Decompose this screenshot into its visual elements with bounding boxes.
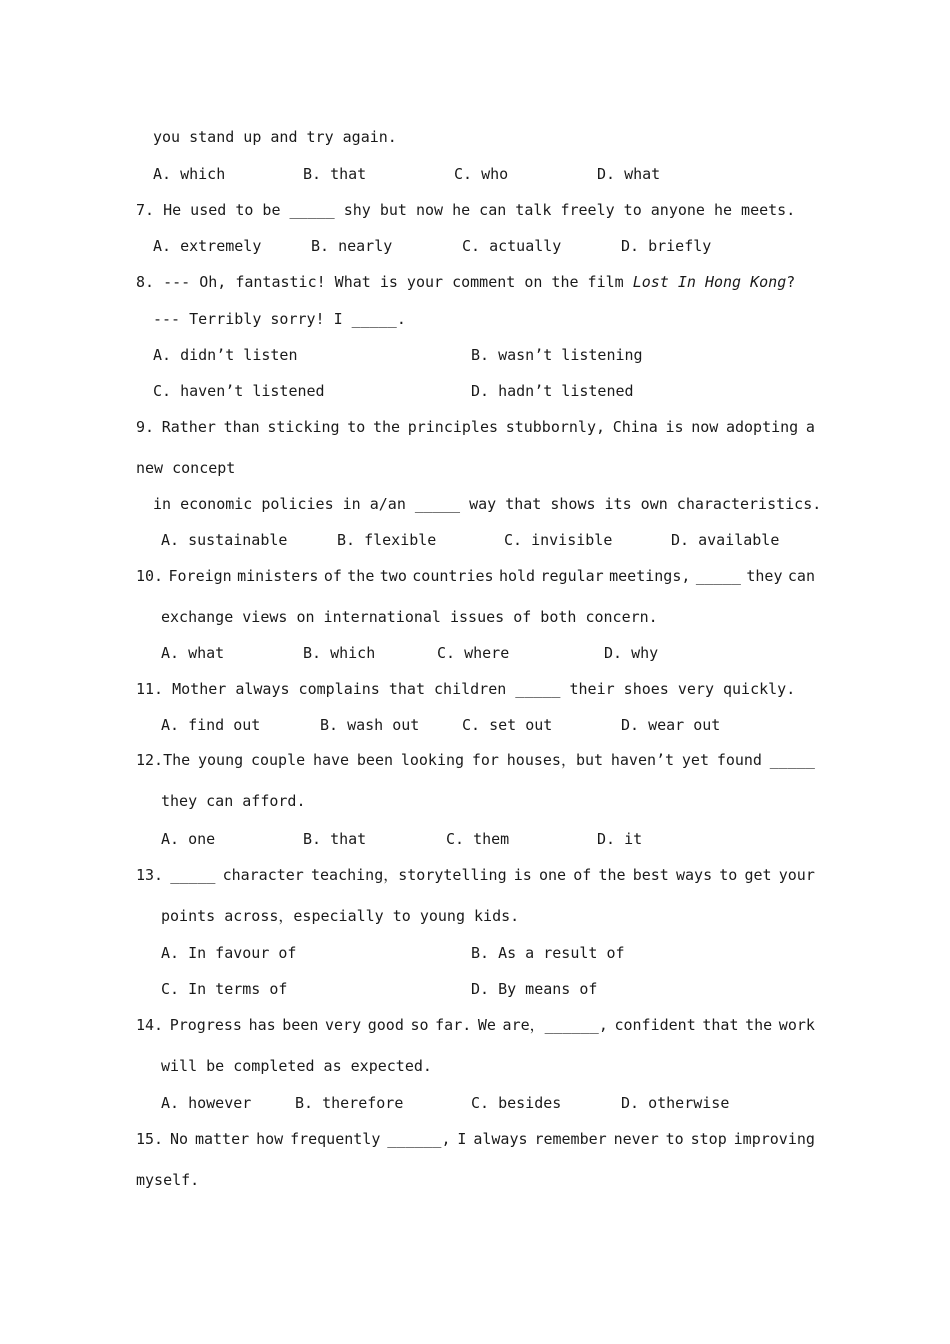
q15-word: stop xyxy=(690,1130,727,1148)
q14-stem-line2: will be completed as expected. xyxy=(161,1057,432,1075)
q13-word: teaching，storytelling xyxy=(311,866,507,884)
q12-word: found xyxy=(716,751,762,769)
q14-word: been xyxy=(282,1016,319,1034)
q15-stem-line1 xyxy=(136,1129,815,1149)
q15-stem-line2: myself. xyxy=(136,1171,200,1189)
q10-word: ministers xyxy=(237,567,319,585)
q6-continuation: you stand up and try again. xyxy=(153,128,397,146)
q10-word: regular xyxy=(540,567,604,585)
q12-option-b: B. that xyxy=(303,830,367,848)
q12-word: houses，but xyxy=(506,751,604,769)
q10-word: 10. xyxy=(136,567,164,585)
q10-word: hold xyxy=(498,567,536,585)
q8-stem-line1 xyxy=(136,272,795,292)
q14-option-c: C. besides xyxy=(471,1094,562,1112)
q9-word: adopting xyxy=(725,418,799,436)
q12-stem-line1 xyxy=(136,750,815,770)
q11-option-b: B. wash out xyxy=(320,716,420,734)
q14-word: has xyxy=(248,1016,276,1034)
q10-word: meetings, xyxy=(609,567,691,585)
q10-word: countries xyxy=(412,567,494,585)
q10-stem-line2: exchange views on international issues of both concern. xyxy=(161,608,658,626)
q11-option-d: D. wear out xyxy=(621,716,721,734)
q10-word: of xyxy=(323,567,342,585)
q14-option-b: B. therefore xyxy=(295,1094,404,1112)
q7-stem: 7. He used to be _____ shy but now he can talk freely to anyone he meets. xyxy=(136,201,796,219)
q15-word: matter xyxy=(194,1130,250,1148)
q13-word: is xyxy=(513,866,532,884)
q10-option-c: C. where xyxy=(437,644,510,662)
q9-word: to xyxy=(347,418,366,436)
q13-word: your xyxy=(778,866,815,884)
q7-option-d: D. briefly xyxy=(621,237,712,255)
q9-option-a: A. sustainable xyxy=(161,531,288,549)
q8-option-c: C. haven’t listened xyxy=(153,382,325,400)
q8-option-d: D. hadn’t listened xyxy=(471,382,634,400)
q10-word: _____ xyxy=(695,567,741,585)
q12-option-c: C. them xyxy=(446,830,510,848)
q13-word: the xyxy=(598,866,626,884)
q9-stem-line1 xyxy=(136,417,815,437)
q9-word: principles xyxy=(407,418,499,436)
q15-word: ______, xyxy=(387,1130,451,1148)
q14-word: We xyxy=(477,1016,496,1034)
q8-stem-prefix: 8. --- Oh, fantastic! What is your comment on the film xyxy=(136,273,633,291)
q12-word: been xyxy=(356,751,394,769)
q10-stem-line1 xyxy=(136,566,815,586)
q9-option-d: D. available xyxy=(671,531,780,549)
q13-word: best xyxy=(632,866,669,884)
q11-stem: 11. Mother always complains that children _____ their shoes very quickly. xyxy=(136,680,796,698)
q15-word: always xyxy=(473,1130,528,1148)
q8-option-b: B. wasn’t listening xyxy=(471,346,643,364)
q9-stem-line3: in economic policies in a/an _____ way that shows its own characteristics. xyxy=(153,495,822,513)
q12-stem-line2: they can afford. xyxy=(161,792,306,810)
q14-word: work xyxy=(778,1016,815,1034)
q9-word: Rather xyxy=(161,418,216,436)
q9-word: the xyxy=(372,418,401,436)
q13-word: to xyxy=(719,866,738,884)
q10-word: two xyxy=(379,567,407,585)
q10-word: the xyxy=(347,567,375,585)
q10-word: they xyxy=(746,567,783,585)
q9-option-b: B. flexible xyxy=(337,531,437,549)
q9-word: a xyxy=(805,418,815,436)
q9-word: is xyxy=(665,418,684,436)
q15-word: frequently xyxy=(290,1130,381,1148)
q6-option-c: C. who xyxy=(454,165,509,183)
q13-word: of xyxy=(573,866,592,884)
q13-stem-line2: points across，especially to young kids. xyxy=(161,907,520,925)
q12-option-a: A. one xyxy=(161,830,216,848)
q14-option-a: A. however xyxy=(161,1094,252,1112)
q15-word: remember xyxy=(534,1130,607,1148)
q13-word: one xyxy=(539,866,567,884)
q12-option-d: D. it xyxy=(597,830,643,848)
q9-option-c: C. invisible xyxy=(504,531,613,549)
q8-stem-line2: --- Terribly sorry! I _____. xyxy=(153,310,406,328)
q10-option-d: D. why xyxy=(604,644,659,662)
q13-option-c: C. In terms of xyxy=(161,980,288,998)
q15-word: how xyxy=(256,1130,284,1148)
q6-option-a: A. which xyxy=(153,165,226,183)
q9-stem-line2: new concept xyxy=(136,459,236,477)
q9-word: sticking xyxy=(267,418,340,436)
q9-word: stubbornly, xyxy=(505,418,606,436)
q13-word: ways xyxy=(676,866,713,884)
q12-word: 12.The xyxy=(136,751,191,769)
q8-stem-suffix: ? xyxy=(786,273,796,291)
q15-word: to xyxy=(665,1130,684,1148)
q14-word: good xyxy=(367,1016,404,1034)
q12-word: have xyxy=(312,751,350,769)
q8-option-a: A. didn’t listen xyxy=(153,346,298,364)
q14-word: are，______, xyxy=(502,1016,608,1034)
q12-word: for xyxy=(471,751,499,769)
q14-word: very xyxy=(325,1016,362,1034)
q11-option-c: C. set out xyxy=(462,716,553,734)
q12-word: haven’t xyxy=(610,751,675,769)
q10-option-b: B. which xyxy=(303,644,376,662)
q13-word: character xyxy=(222,866,304,884)
q14-word: so xyxy=(410,1016,429,1034)
q15-word: improving xyxy=(733,1130,815,1148)
q14-word: Progress xyxy=(169,1016,242,1034)
q12-word: yet xyxy=(681,751,709,769)
q14-word: the xyxy=(745,1016,773,1034)
q14-option-d: D. otherwise xyxy=(621,1094,730,1112)
q9-word: China xyxy=(612,418,658,436)
q10-word: Foreign xyxy=(168,567,232,585)
q8-film-title: Lost In Hong Kong xyxy=(632,273,787,291)
q13-word: _____ xyxy=(170,866,216,884)
q12-word: young xyxy=(198,751,244,769)
q12-word: _____ xyxy=(769,751,815,769)
q15-word: I xyxy=(457,1130,467,1148)
q13-option-b: B. As a result of xyxy=(471,944,625,962)
q12-word: couple xyxy=(250,751,306,769)
q13-word: 13. xyxy=(136,866,164,884)
q14-word: far. xyxy=(435,1016,472,1034)
q14-word: 14. xyxy=(136,1016,164,1034)
q9-word: than xyxy=(223,418,260,436)
q14-stem-line1 xyxy=(136,1015,815,1035)
q14-word: that xyxy=(702,1016,739,1034)
q7-option-c: C. actually xyxy=(462,237,562,255)
q15-word: No xyxy=(170,1130,189,1148)
q7-option-b: B. nearly xyxy=(311,237,393,255)
q11-option-a: A. find out xyxy=(161,716,261,734)
q9-word: now xyxy=(691,418,719,436)
q15-word: never xyxy=(613,1130,659,1148)
q15-word: 15. xyxy=(136,1130,164,1148)
q13-stem-line1 xyxy=(136,865,815,885)
q6-option-b: B. that xyxy=(303,165,367,183)
q10-word: can xyxy=(787,567,815,585)
q14-word: confident xyxy=(614,1016,696,1034)
q13-option-a: A. In favour of xyxy=(161,944,297,962)
q9-word: 9. xyxy=(136,418,155,436)
q10-option-a: A. what xyxy=(161,644,225,662)
q13-option-d: D. By means of xyxy=(471,980,598,998)
q7-option-a: A. extremely xyxy=(153,237,262,255)
q12-word: looking xyxy=(400,751,465,769)
q6-option-d: D. what xyxy=(597,165,661,183)
q13-word: get xyxy=(744,866,772,884)
